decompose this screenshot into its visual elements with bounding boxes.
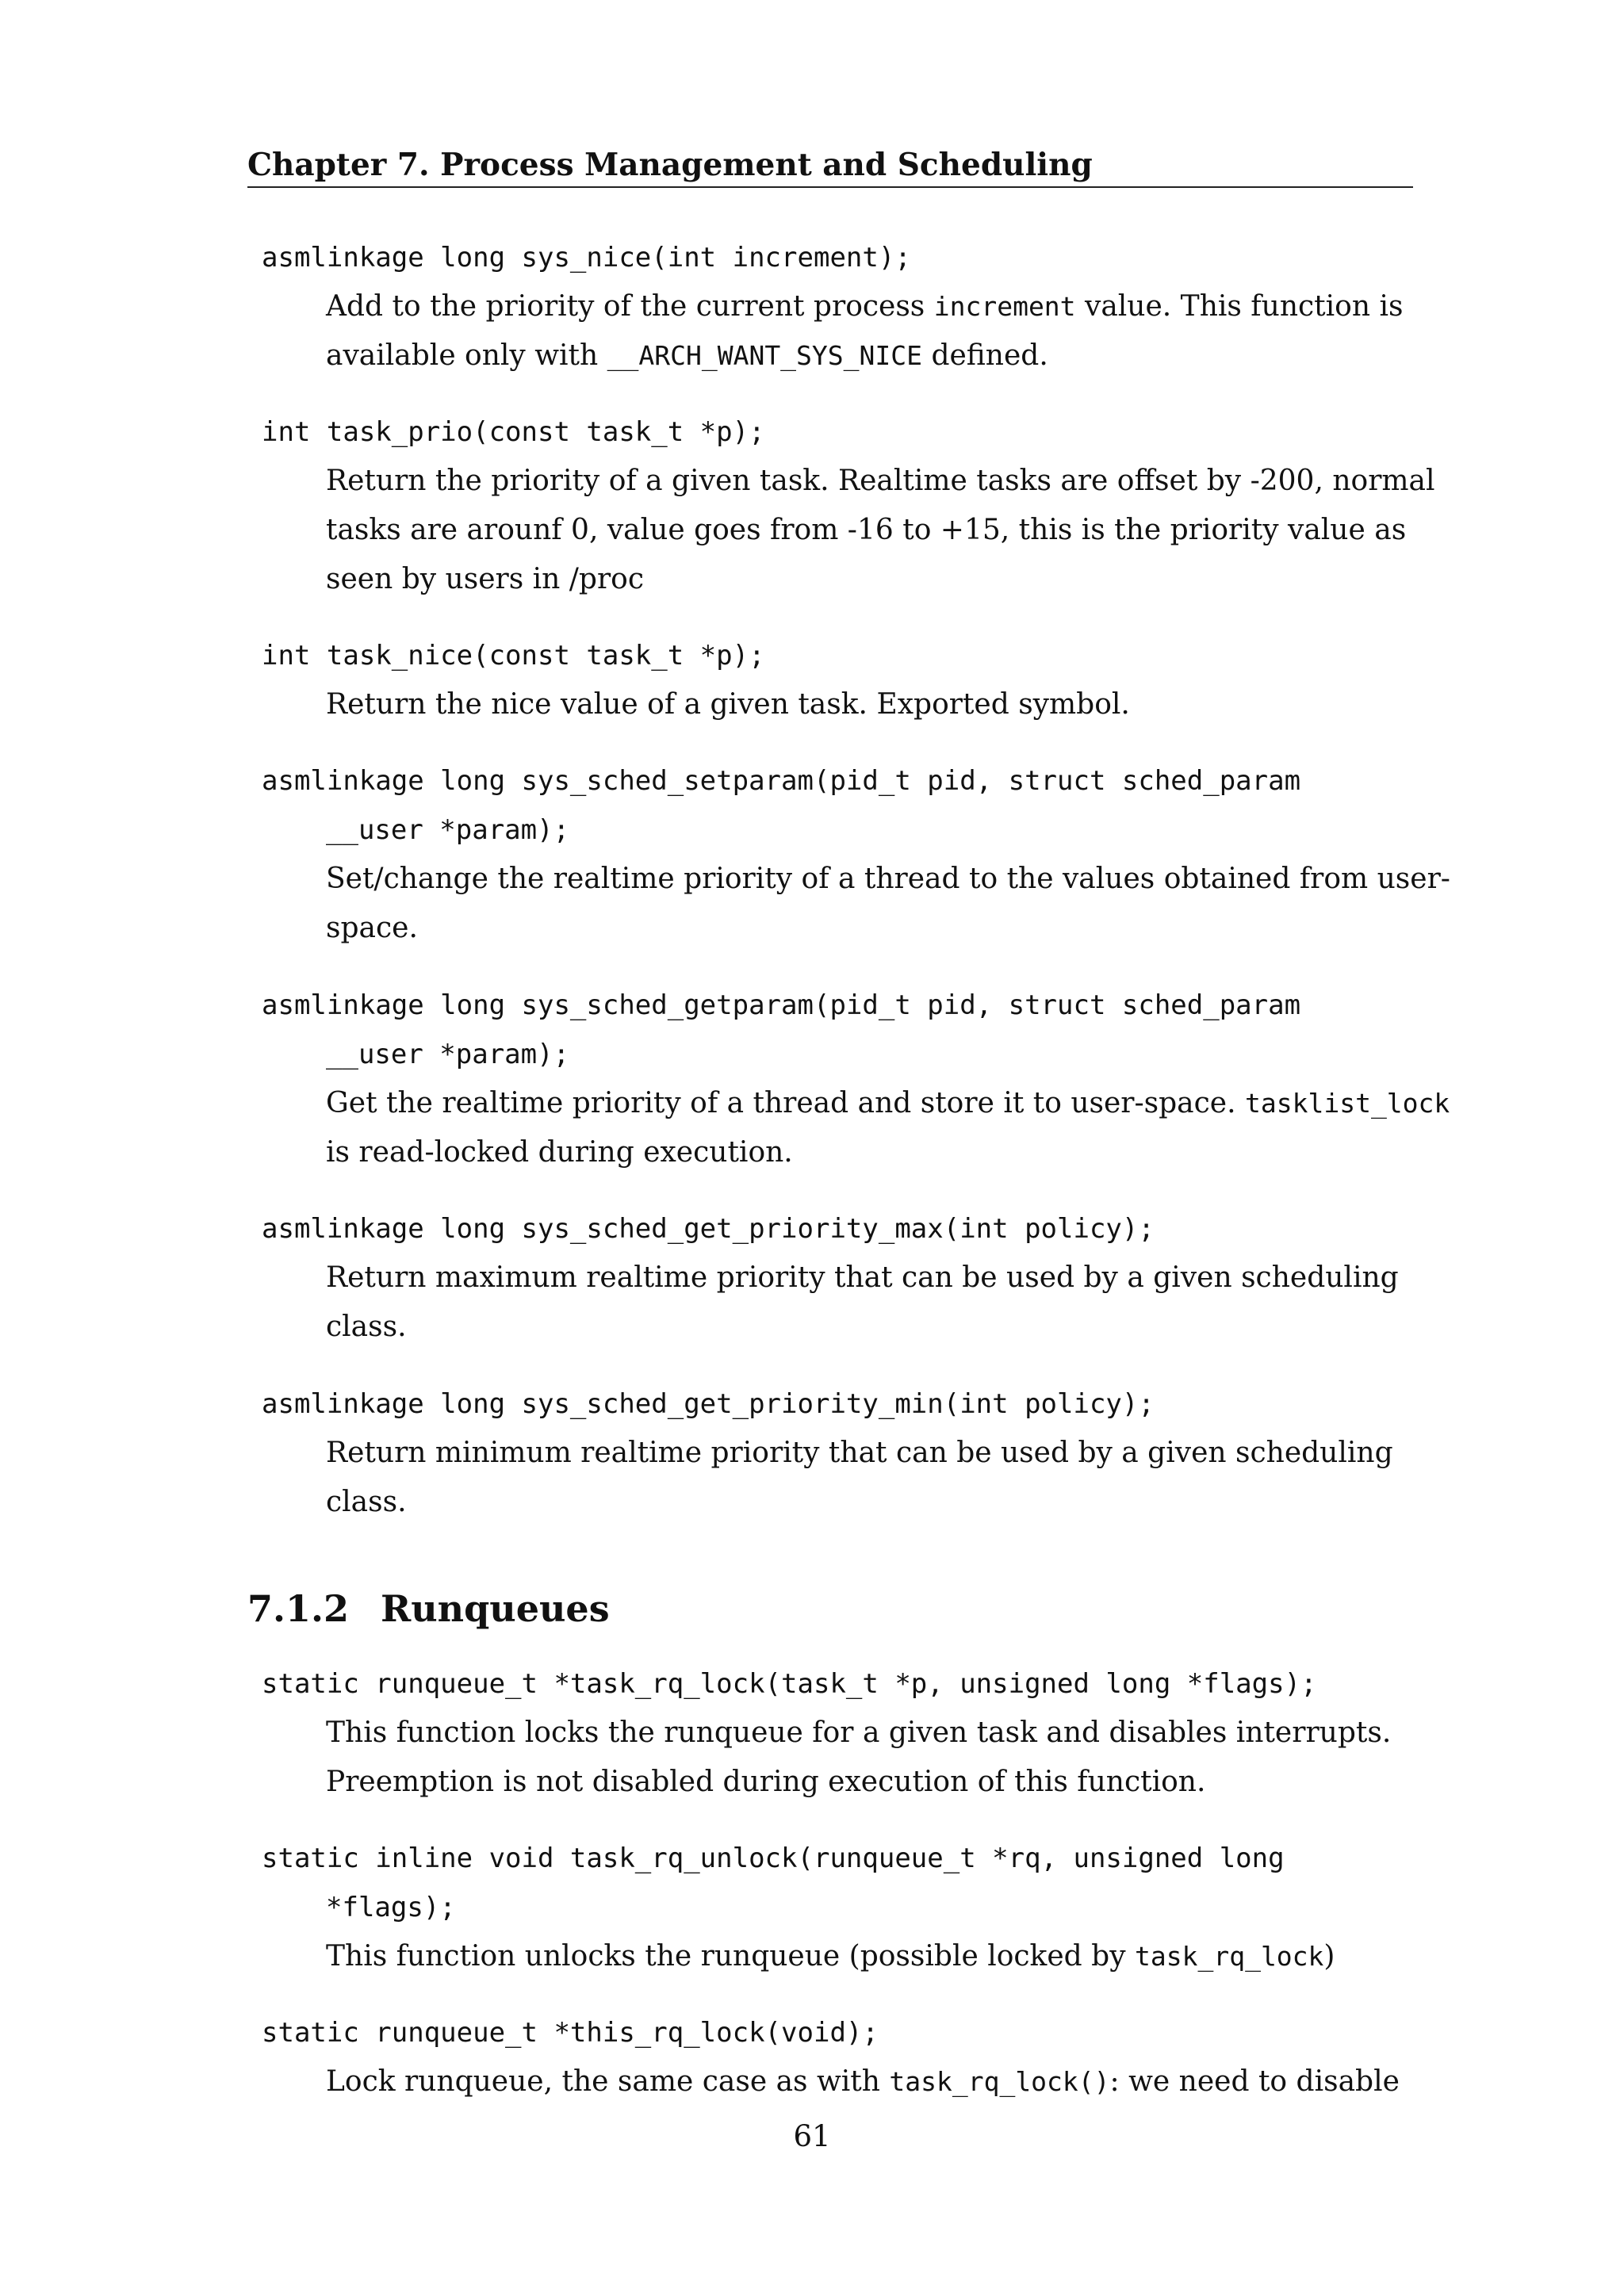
description-line: Lock runqueue, the same case as with task_rq_lock(): we need to disable bbox=[326, 2065, 1400, 2098]
description-line: class. bbox=[326, 1311, 407, 1343]
function-signature: asmlinkage long sys_sched_get_priority_max(int policy); bbox=[262, 1213, 1155, 1245]
api-entry-task-rq-lock bbox=[262, 1659, 1413, 1807]
header-rule bbox=[247, 186, 1413, 188]
description-line: space. bbox=[326, 912, 418, 944]
api-entry-get-priority-max bbox=[262, 1204, 1413, 1352]
api-entry-task-nice bbox=[262, 631, 1413, 729]
function-signature: asmlinkage long sys_sched_getparam(pid_t pid, struct sched_param bbox=[262, 989, 1301, 1021]
description-line: seen by users in /proc bbox=[326, 563, 644, 595]
section-title: Runqueues bbox=[381, 1587, 610, 1630]
inline-code: increment bbox=[933, 291, 1076, 322]
description-line: This function unlocks the runqueue (possible locked by task_rq_lock) bbox=[326, 1940, 1335, 1973]
function-signature: int task_prio(const task_t *p); bbox=[262, 416, 765, 448]
api-entry-task-prio bbox=[262, 408, 1435, 604]
inline-code: task_rq_lock bbox=[1135, 1941, 1324, 1972]
description-line: Preemption is not disabled during execution of this function. bbox=[326, 1766, 1206, 1798]
description-line: Return the priority of a given task. Realtime tasks are offset by -200, normal bbox=[326, 465, 1435, 497]
api-entry-this-rq-lock bbox=[262, 2008, 1413, 2107]
function-signature: asmlinkage long sys_sched_setparam(pid_t pid, struct sched_param bbox=[262, 765, 1301, 797]
function-signature: int task_nice(const task_t *p); bbox=[262, 640, 765, 672]
inline-code: __ARCH_WANT_SYS_NICE bbox=[607, 340, 922, 371]
api-entry-sys-nice bbox=[262, 233, 1413, 381]
section-heading bbox=[247, 1581, 610, 1636]
function-signature: static runqueue_t *this_rq_lock(void); bbox=[262, 2017, 879, 2049]
api-entry-task-rq-unlock bbox=[262, 1834, 1413, 1981]
description-line: Return minimum realtime priority that can be used by a given scheduling bbox=[326, 1437, 1393, 1469]
description-line: is read-locked during execution. bbox=[326, 1136, 793, 1169]
description-line: class. bbox=[326, 1486, 407, 1518]
description-line: Add to the priority of the current process increment value. This function is bbox=[326, 290, 1404, 323]
inline-code: tasklist_lock bbox=[1245, 1088, 1450, 1119]
inline-code: task_rq_lock() bbox=[889, 2066, 1110, 2097]
running-header: Chapter 7. Process Management and Scheduling bbox=[247, 147, 1093, 183]
page-number: 61 bbox=[793, 2119, 831, 2153]
api-entry-sys-sched-getparam bbox=[262, 981, 1450, 1177]
description-line: available only with __ARCH_WANT_SYS_NICE defined. bbox=[326, 339, 1048, 372]
description-line: This function locks the runqueue for a given task and disables interrupts. bbox=[326, 1716, 1392, 1749]
function-signature-continuation: *flags); bbox=[326, 1892, 456, 1923]
description-line: Return the nice value of a given task. Exported symbol. bbox=[326, 688, 1130, 721]
function-signature-continuation: __user *param); bbox=[326, 1039, 570, 1070]
description-line: tasks are arounf 0, value goes from -16 to +15, this is the priority value as bbox=[326, 514, 1407, 546]
api-entry-get-priority-min bbox=[262, 1380, 1413, 1527]
function-signature: static inline void task_rq_unlock(runqueue_t *rq, unsigned long bbox=[262, 1843, 1285, 1874]
description-line: Return maximum realtime priority that can be used by a given scheduling bbox=[326, 1261, 1399, 1294]
function-signature: static runqueue_t *task_rq_lock(task_t *p, unsigned long *flags); bbox=[262, 1668, 1317, 1700]
api-entry-sys-sched-setparam bbox=[262, 756, 1450, 953]
function-signature: asmlinkage long sys_sched_get_priority_min(int policy); bbox=[262, 1388, 1155, 1420]
function-signature-continuation: __user *param); bbox=[326, 814, 570, 846]
description-line: Get the realtime priority of a thread and store it to user-space. tasklist_lock bbox=[326, 1087, 1450, 1119]
section-number: 7.1.2 bbox=[247, 1587, 350, 1630]
function-signature: asmlinkage long sys_nice(int increment); bbox=[262, 242, 911, 274]
description-line: Set/change the realtime priority of a thread to the values obtained from user- bbox=[326, 863, 1450, 895]
